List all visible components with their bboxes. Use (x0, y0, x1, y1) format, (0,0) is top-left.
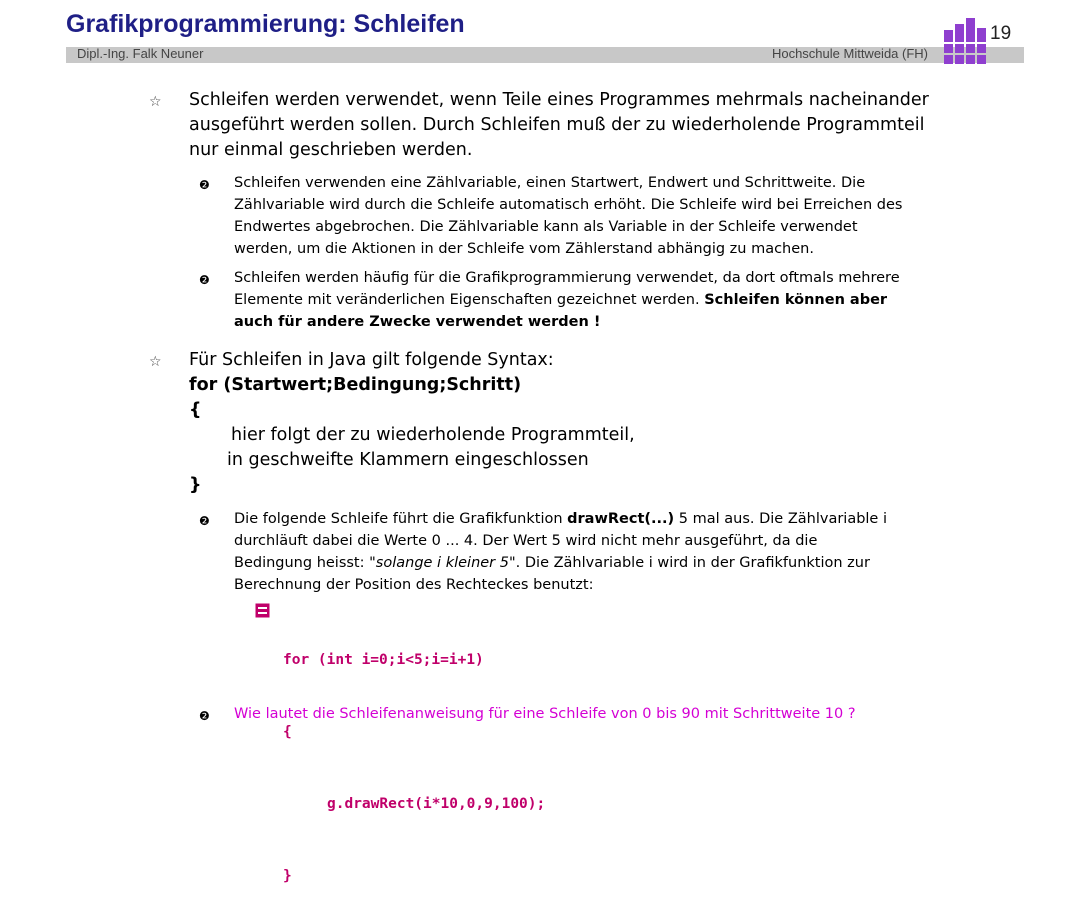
sub-line-normal: Die folgende Schleife führt die Grafikfunktion (234, 511, 568, 527)
syntax-intro: Für Schleifen in Java gilt folgende Syntax: (189, 350, 554, 370)
code-line: g.drawRect(i*10,0,9,100); (327, 796, 546, 812)
syntax-body-line: in geschweifte Klammern eingeschlossen (227, 450, 589, 470)
bullet1-text (189, 88, 989, 163)
sub-line-normal: ". Die Zählvariable i wird in der Grafikfunktion zur (508, 555, 870, 571)
sub-line: Schleifen verwenden eine Zählvariable, einen Startwert, Endwert und Schrittweite. Die (234, 175, 866, 191)
sub-line-bold: drawRect(...) (567, 511, 675, 527)
sub-line: Schleifen werden häufig für die Grafikprogrammierung verwendet, da dort oftmals mehrere (234, 270, 900, 286)
sub-line: durchläuft dabei die Werte 0 ... 4. Der Wert 5 wird nicht mehr ausgeführt, da die (234, 533, 818, 549)
star-outline-icon: ☆ (149, 94, 162, 110)
circled-number-two-icon: ❷ (199, 514, 210, 528)
circled-number-two-icon: ❷ (199, 178, 210, 192)
circled-number-two-icon: ❷ (199, 709, 210, 723)
sub-line-bold: Schleifen können aber (704, 292, 888, 308)
bullet1-line: Schleifen werden verwendet, wenn Teile eines Programmes mehrmals nacheinander (189, 90, 929, 110)
sub-line: werden, um die Aktionen in der Schleife vom Zählerstand abhängig zu machen. (234, 241, 814, 257)
star-outline-icon: ☆ (149, 354, 162, 370)
syntax-body-line: hier folgt der zu wiederholende Programmteil, (231, 425, 635, 445)
sub-line: Endwertes abgebrochen. Die Zählvariable kann als Variable in der Schleife verwendet (234, 219, 858, 235)
code-line: } (283, 868, 292, 884)
bullet1-sub2-text (234, 267, 1004, 333)
syntax-brace-open: { (189, 400, 202, 420)
sub-line (234, 311, 1004, 333)
author-label: Dipl.-Ing. Falk Neuner (77, 46, 204, 61)
code-line: { (283, 724, 292, 740)
slide-title: Grafikprogrammierung: Schleifen (66, 10, 465, 38)
code-line: for (int i=0;i<5;i=i+1) (283, 652, 484, 668)
hochschule-mittweida-logo (942, 16, 988, 66)
sub-line: Zählvariable wird durch die Schleife automatisch erhöht. Die Schleife wird bei Erreichen des (234, 197, 903, 213)
sub-line (234, 508, 1004, 530)
syntax-for: for (Startwert;Bedingung;Schritt) (189, 375, 522, 395)
code-listing (283, 600, 545, 912)
sub-line: Berechnung der Position des Rechteckes benutzt: (234, 577, 594, 593)
sub-line-italic: solange i kleiner 5 (375, 555, 509, 571)
bullet1-line: ausgeführt werden sollen. Durch Schleifen muß der zu wiederholende Programmteil (189, 115, 925, 135)
sub-line-bold: auch für andere Zwecke verwendet werden ! (234, 314, 601, 330)
page-number: 19 (990, 23, 1012, 44)
bullet2-text (189, 348, 989, 498)
sub-line (234, 552, 1004, 574)
sub-line-normal: Bedingung heisst: " (234, 555, 376, 571)
sub-line-normal: Elemente mit veränderlichen Eigenschaften gezeichnet werden. (234, 292, 705, 308)
school-label: Hochschule Mittweida (FH) (771, 46, 928, 61)
sub-line-normal: 5 mal aus. Die Zählvariable i (674, 511, 887, 527)
circled-number-two-icon: ❷ (199, 273, 210, 287)
exercise-question: Wie lautet die Schleifenanweisung für eine Schleife von 0 bis 90 mit Schrittweite 10 ? (234, 706, 856, 722)
code-listing-icon (255, 603, 270, 618)
bullet1-sub1-text (234, 172, 1004, 260)
bullet1-line: nur einmal geschrieben werden. (189, 140, 473, 160)
syntax-brace-close: } (189, 475, 202, 495)
bullet2-sub1-text (234, 508, 1004, 596)
sub-line (234, 289, 1004, 311)
